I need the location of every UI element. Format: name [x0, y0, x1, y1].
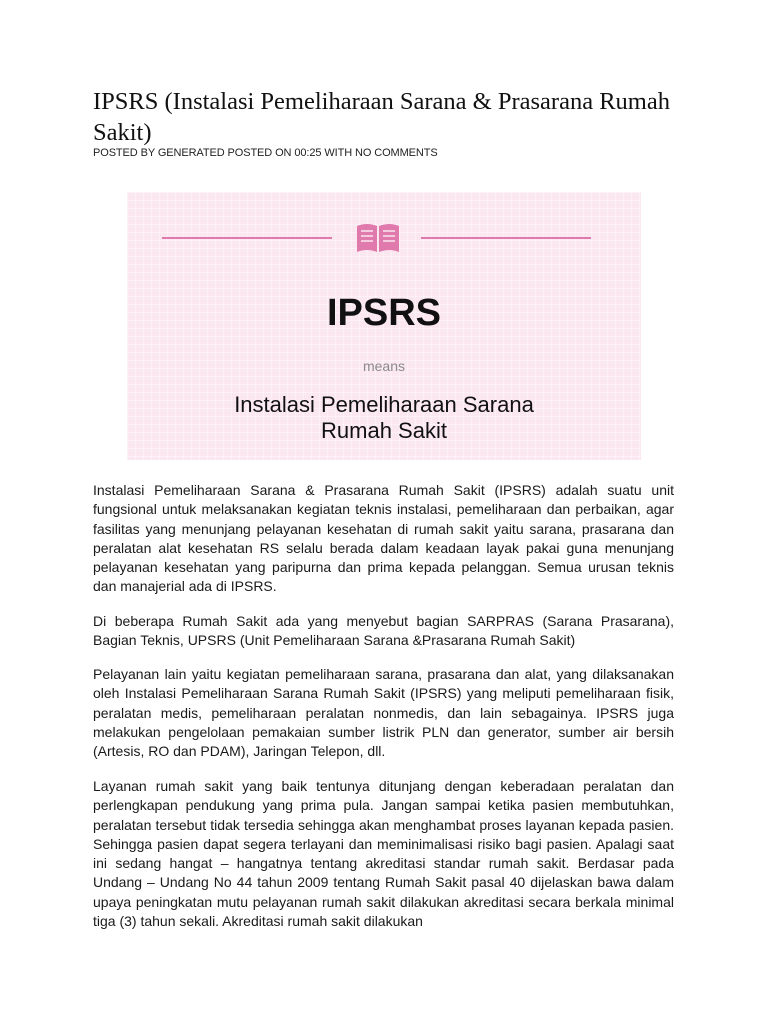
paragraph-definition: Instalasi Pemeliharaan Sarana & Prasarana Rumah Sakit (IPSRS) adalah suatu unit fungsional untuk melaksanakan kegiatan teknis instalasi, pemeliharaan dan perbaikan, agar fasilitas yang menunjang pelayanan kesehatan di rumah sakit yaitu sarana, prasarana dan peralatan alat kesehatan RS selalu berada dalam keadaan layak pakai guna menunjang pelayanan kesehatan yang paripurna dan prima kepada pelanggan. Semua urusan teknis dan manajerial ada di IPSRS.	[93, 482, 674, 595]
banner-means: means	[362, 358, 406, 374]
post-meta: POSTED BY GENERATED POSTED ON 00:25 WITH NO COMMENTS	[93, 147, 438, 159]
banner-definition	[127, 392, 641, 444]
banner-definition-line2: Rumah Sakit	[321, 418, 447, 443]
open-book-icon	[355, 222, 401, 254]
paragraph-services: Pelayanan lain yaitu kegiatan pemeliharaan sarana, prasarana dan alat, yang dilaksanakan oleh Instalasi Pemeliharaan Sarana Rumah Sakit (IPSRS) yang meliputi pemeliharaan fisik, peralatan medis, pemeliharaan peralatan nonmedis, dan lain sebagainya. IPSRS juga melakukan pengelolaan pemakaian sumber listrik PLN dan generator, sumber air bersih (Artesis, RO dan PDAM), Jaringan Telepon, dll.	[93, 666, 674, 760]
divider-left	[162, 237, 332, 239]
banner-definition-line1: Instalasi Pemeliharaan Sarana	[234, 392, 534, 417]
article-title: IPSRS (Instalasi Pemeliharaan Sarana & Prasarana Rumah Sakit)	[93, 88, 670, 146]
paragraph-accreditation: Layanan rumah sakit yang baik tentunya ditunjang dengan keberadaan peralatan dan perlengkapan pendukung yang prima pula. Jangan sampai ketika pasien membutuhkan, peralatan tersebut tidak tersedia sehingga akan menghambat proses layanan kepada pasien. Sehingga pasien dapat segera terlayani dan meminimalisasi risiko bagi pasien. Apalagi saat ini sedang hangat – hangatnya tentang akreditasi standar rumah sakit. Berdasar pada Undang – Undang No 44 tahun 2009 tentang Rumah Sakit pasal 40 dijelaskan bawa dalam upaya peningkatan mutu pelayanan rumah sakit dilakukan akreditasi secara berkala minimal tiga (3) tahun sekali. Akreditasi rumah sakit dilakukan	[93, 778, 674, 930]
ipsrs-banner-image	[127, 192, 641, 460]
paragraph-alternate-names: Di beberapa Rumah Sakit ada yang menyebut bagian SARPRAS (Sarana Prasarana), Bagian Teknis, UPSRS (Unit Pemeliharaan Sarana &Prasarana Rumah Sakit)	[93, 613, 674, 649]
banner-term: IPSRS	[326, 292, 442, 334]
divider-right	[421, 237, 591, 239]
